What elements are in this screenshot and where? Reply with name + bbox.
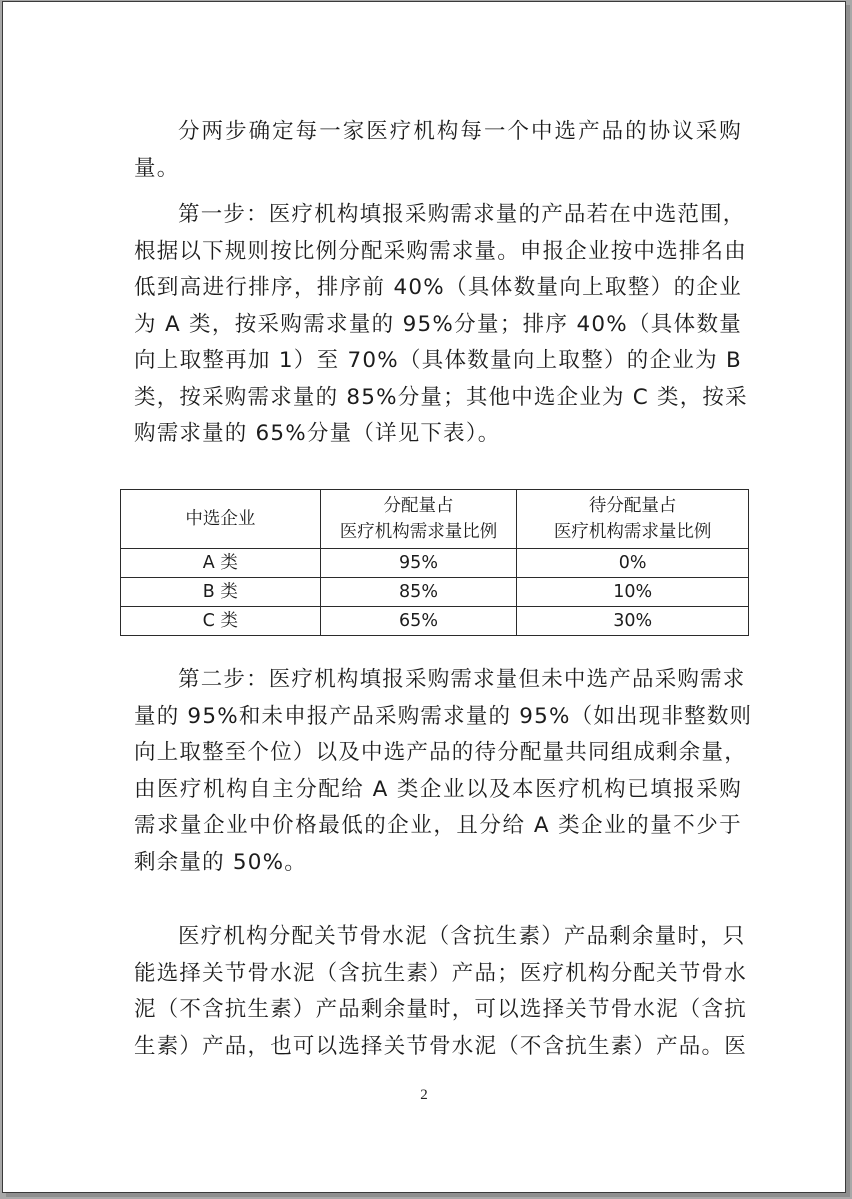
text-line: 分两步确定每一家医疗机构每一个中选产品的协议采购 [178,119,742,144]
cell-allocated: 85% [320,578,517,607]
paragraph-step-one [134,197,748,453]
text-line: 能选择关节骨水泥（含抗生素）产品；医疗机构分配关节骨水 [134,960,747,986]
paragraph-intro [134,114,742,187]
cell-pending: 10% [517,578,749,607]
paragraph-bone-cement [134,919,747,1065]
text-line: 生素）产品，也可以选择关节骨水泥（不含抗生素）产品。医 [134,1033,747,1059]
table-row [121,549,749,578]
cell-category: B 类 [121,578,321,607]
paragraph-step-two [134,662,753,881]
allocation-table [120,489,749,636]
header-pending-ratio: 待分配量占 医疗机构需求量比例 [517,490,749,549]
text-line: 量。 [134,155,180,181]
text-line: 低到高进行排序，排序前 40%（具体数量向上取整）的企业 [134,275,742,300]
cell-allocated: 95% [320,549,517,578]
text-line: 根据以下规则按比例分配采购需求量。申报企业按中选排名由 [134,238,747,264]
cell-category: A 类 [121,549,321,578]
cell-category: C 类 [121,607,321,636]
text-line: 为 A 类，按采购需求量的 95%分量；排序 40%（具体数量 [134,311,742,337]
text-line: 购需求量的 65%分量（详见下表）。 [134,421,501,446]
page-number: 2 [420,1087,428,1103]
text-line: 需求量企业中价格最低的企业，且分给 A 类企业的量不少于 [134,813,742,838]
text-line: 医疗机构分配关节骨水泥（含抗生素）产品剩余量时，只 [178,924,746,949]
text-line: 向上取整至个位）以及中选产品的待分配量共同组成剩余量， [134,740,747,765]
text-line: 由医疗机构自主分配给 A 类企业以及本医疗机构已填报采购 [134,776,742,802]
table-row [121,578,749,607]
text-line: 向上取整再加 1）至 70%（具体数量向上取整）的企业为 B [134,348,742,373]
cell-pending: 0% [517,549,749,578]
document-page [2,1,846,1193]
header-allocated-ratio: 分配量占 医疗机构需求量比例 [320,490,517,549]
cell-pending: 30% [517,607,749,636]
table-header-row [121,490,749,549]
text-line: 第二步：医疗机构填报采购需求量但未中选产品采购需求 [178,667,746,692]
table-row [121,607,749,636]
text-line: 泥（不含抗生素）产品剩余量时，可以选择关节骨水泥（含抗 [134,997,747,1022]
text-line: 量的 95%和未申报产品采购需求量的 95%（如出现非整数则 [134,703,753,729]
text-line: 第一步：医疗机构填报采购需求量的产品若在中选范围， [178,202,746,227]
cell-allocated: 65% [320,607,517,636]
header-selected-enterprise: 中选企业 [121,490,321,549]
text-line: 剩余量的 50%。 [134,849,307,875]
text-line: 类，按采购需求量的 85%分量；其他中选企业为 C 类，按采 [134,384,748,410]
